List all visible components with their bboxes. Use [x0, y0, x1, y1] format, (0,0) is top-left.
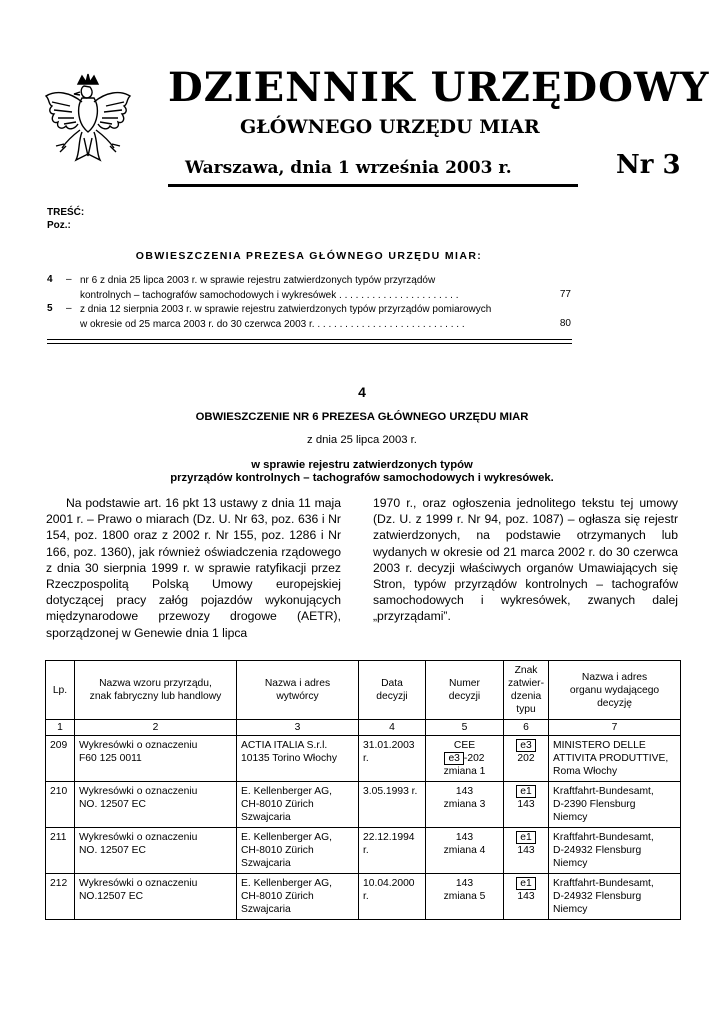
toc-entry-page: 77 [559, 289, 571, 300]
approval-mark-box: e1 [516, 785, 535, 798]
toc-entry-number: 5 [47, 303, 53, 314]
toc-entry-number: 4 [47, 274, 53, 285]
polish-eagle-emblem-icon [40, 72, 136, 172]
masthead-title: DZIENNIK URZĘDOWY [168, 64, 710, 111]
register-table [45, 660, 681, 920]
toc-entry-dash: – [66, 303, 72, 314]
toc-rule [47, 339, 572, 340]
masthead-subtitle: GŁÓWNEGO URZĘDU MIAR [240, 116, 540, 138]
approval-mark-box: e1 [516, 831, 535, 844]
announcement-subject: przyrządów kontrolnych – tachografów samochodowych i wykresówek. [170, 472, 554, 484]
issue-number: Nr 3 [616, 150, 681, 180]
header-authority: Nazwa i adres organu wydającego decyzję [549, 661, 681, 720]
masthead-rule [168, 184, 578, 187]
toc-entry-page: 80 [559, 318, 571, 329]
body-column-left [46, 495, 341, 641]
table-row: 209 Wykresówki o oznaczeniu F60 125 0011 ACTIA ITALIA S.r.l. 10135 Torino Włochy 31.01.2003 r. CEE e3 -202 zmiana 1 e3 202 MINISTERO DELLE ATTIVITA PRODUTTIVE, Roma Włochy [46, 736, 681, 782]
announcement-date: z dnia 25 lipca 2003 r. [307, 434, 417, 446]
header-maker: Nazwa i adres wytwórcy [237, 661, 359, 720]
header-date: Data decyzji [359, 661, 426, 720]
body-paragraph: Na podstawie art. 16 pkt 13 ustawy z dnia 11 maja 2001 r. – Prawo o miarach (Dz. U. Nr 63, poz. 636 i Nr 154, poz. 1800 oraz z 2002 r. Nr 155, poz. 1286 i Nr 166, poz. 1360), jak również oświadczenia rządowego z dnia 30 sierpnia 1999 r. w sprawie ratyfikacji przez Rzeczpospolitą Polską Umowy europejskiej dotyczącej pracy załóg pojazdów wykonujących międzynarodowe przewozy drogowe (AETR), sporządzonej w Genewie dnia 1 lipca [46, 496, 341, 640]
table-row: 211 Wykresówki o oznaczeniu NO. 12507 EC E. Kellenberger AG, CH-8010 Zürich Szwajcaria 22.12.1994 r. 143 zmiana 4 e1 143 Kraftfahrt-Bundesamt, D-24932 Flensburg Niemcy [46, 828, 681, 874]
toc-entry-text[interactable]: kontrolnych – tachografów samochodowych i wykresówek . . . . . . . . . . . . . . . . . . . . . . [80, 290, 459, 301]
body-paragraph: 1970 r., oraz ogłoszenia jednolitego tekstu tej umowy (Dz. U. z 1999 r. Nr 94, poz. 1087) – ogłasza się rejestr zatwierdzonych, na podstawie otrzymanych lub wydanych w okresie od 21 marca 2002 r. do 30 czerwca 2003 r. decyzji właściwych organów Umawiających się Stron, typów przyrządów kontrolnych – tachografów samochodowych i wykresówek, zwanych dalej „przyrządami”. [373, 496, 678, 624]
table-row: 212 Wykresówki o oznaczeniu NO.12507 EC E. Kellenberger AG, CH-8010 Zürich Szwajcaria 10.04.2000 r. 143 zmiana 5 e1 143 Kraftfahrt-Bundesamt, D-24932 Flensburg Niemcy [46, 874, 681, 920]
masthead-date: Warszawa, dnia 1 września 2003 r. [185, 158, 512, 178]
announcement-number: 4 [358, 384, 366, 400]
approval-mark-box: e1 [516, 877, 535, 890]
toc-entry-dash: – [66, 274, 72, 285]
table-row: 210 Wykresówki o oznaczeniu NO. 12507 EC E. Kellenberger AG, CH-8010 Zürich Szwajcaria 3.05.1993 r. 143 zmiana 3 e1 143 Kraftfahrt-Bundesamt, D-2390 Flensburg Niemcy [46, 782, 681, 828]
toc-entry-text[interactable]: nr 6 z dnia 25 lipca 2003 r. w sprawie rejestru zatwierdzonych typów przyrządów [80, 275, 436, 286]
header-name: Nazwa wzoru przyrządu, znak fabryczny lub handlowy [75, 661, 237, 720]
announcement-subject: w sprawie rejestru zatwierdzonych typów [251, 459, 473, 471]
table-column-numbers: 1 2 3 4 5 6 7 [46, 720, 681, 736]
toc-label: TREŚĆ: [47, 207, 85, 218]
toc-entry-text[interactable]: z dnia 12 sierpnia 2003 r. w sprawie rejestru zatwierdzonych typów przyrządów pomiarowych [80, 304, 492, 315]
approval-mark-box: e3 [444, 752, 463, 765]
header-decision: Numer decyzji [426, 661, 504, 720]
approval-mark-box: e3 [516, 739, 535, 752]
toc-poz-label: Poz.: [47, 220, 71, 231]
body-column-right [373, 495, 678, 625]
toc-rule [47, 343, 572, 344]
announcement-title: OBWIESZCZENIE NR 6 PREZESA GŁÓWNEGO URZĘDU MIAR [195, 411, 529, 423]
toc-heading: OBWIESZCZENIA PREZESA GŁÓWNEGO URZĘDU MIAR: [135, 250, 483, 262]
table-header-row [46, 661, 681, 720]
toc-entry-text[interactable]: w okresie od 25 marca 2003 r. do 30 czerwca 2003 r. . . . . . . . . . . . . . . . . . . . . . . . . . . . [80, 319, 465, 330]
header-mark: Znak zatwier- dzenia typu [504, 661, 549, 720]
header-lp: Lp. [46, 661, 75, 720]
